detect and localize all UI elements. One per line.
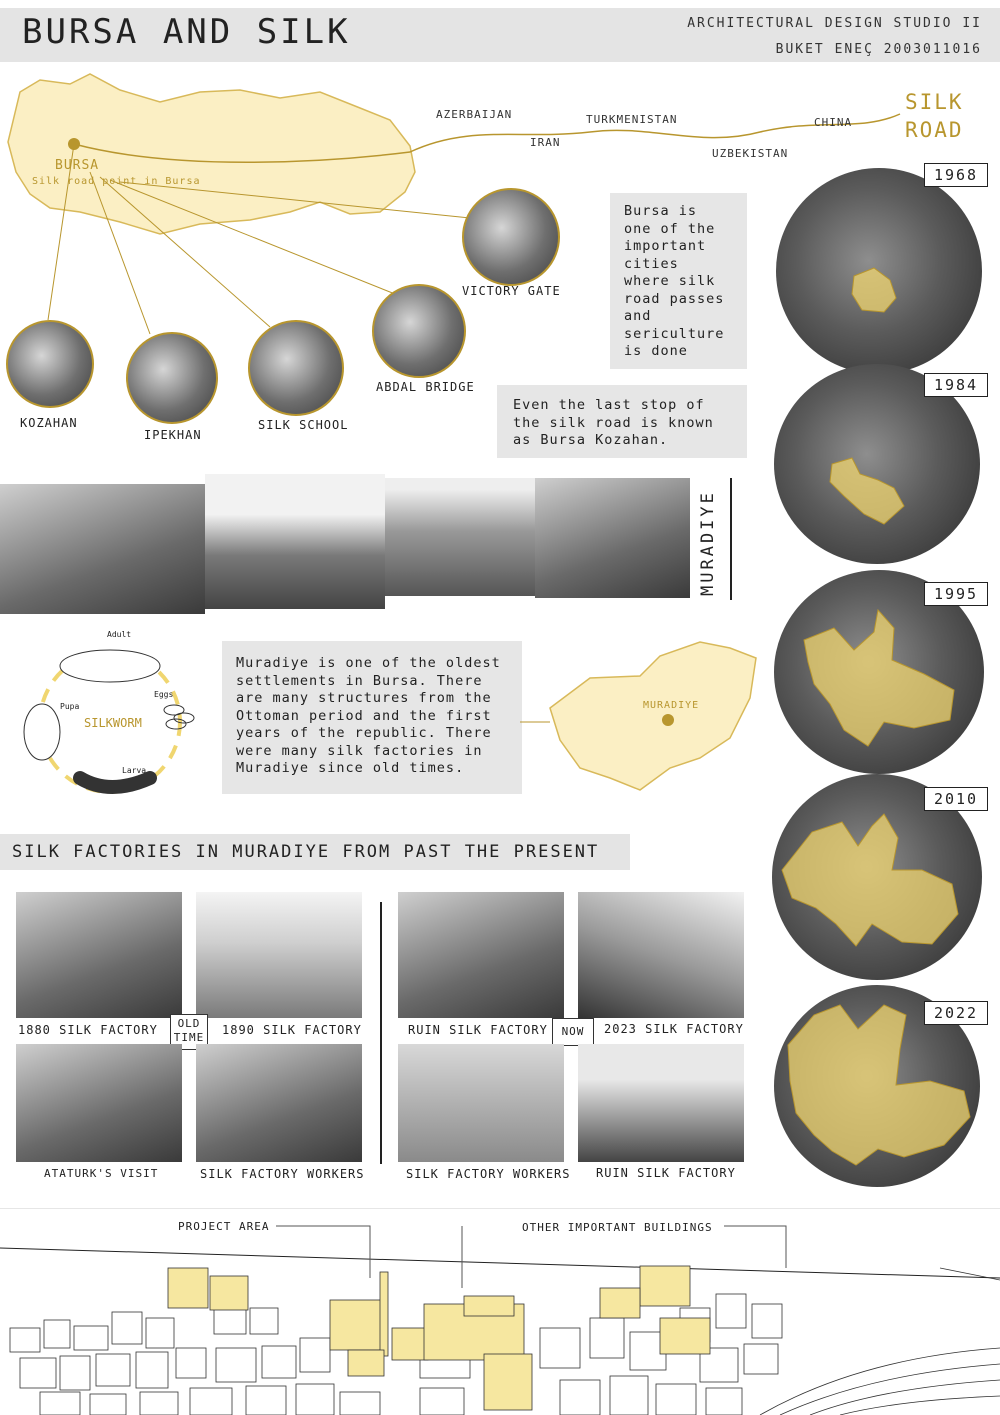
bursa-label: BURSA (55, 158, 100, 173)
urban-3d-model (0, 1208, 1000, 1415)
pupa-illustration (24, 704, 60, 760)
muradiye-vertical-label: MURADIYE (698, 490, 718, 596)
muradiye-map-label: MURADIYE (643, 700, 700, 711)
landmark-caption: SILK SCHOOL (258, 418, 349, 432)
landmark-caption: IPEKHAN (144, 428, 202, 442)
factory-caption: 1890 SILK FACTORY (222, 1023, 362, 1037)
aerial-1968 (776, 168, 982, 374)
abdal-bridge-photo (372, 284, 466, 378)
ruin-factory-photo-2 (578, 1044, 744, 1162)
urban-area-1968 (852, 268, 896, 312)
muradiye-description: Muradiye is one of the oldest settlements in Bursa. There are many structures from the Ottoman period and the first years of the republic. There were many silk factories in Muradiye since old times. (222, 641, 522, 794)
urban-area-2010 (782, 814, 958, 946)
bursa-district-shape (550, 642, 756, 790)
factory-caption: 2023 SILK FACTORY (604, 1022, 744, 1036)
now-badge: NOW (552, 1018, 594, 1046)
kozahan-info-box: Even the last stop of the silk road is known as Bursa Kozahan. (497, 385, 747, 458)
factory-1880-photo (16, 892, 182, 1018)
stage-label: Pupa (60, 702, 80, 711)
factories-section-title: SILK FACTORIES IN MURADIYE FROM PAST THE PRESENT (0, 834, 630, 870)
kozahan-photo (6, 320, 94, 408)
victory-gate-photo (462, 188, 560, 286)
landmark-caption: KOZAHAN (20, 416, 78, 430)
urban-area-2022 (788, 1005, 970, 1165)
bursa-info-box: Bursa is one of the important cities where silk road passes and sericulture is done (610, 193, 747, 369)
stage-label: Eggs (154, 690, 174, 699)
ataturk-visit-photo (16, 1044, 182, 1162)
year-label: 1968 (924, 163, 988, 187)
ruin-factory-photo (398, 892, 564, 1018)
country-label: TURKMENISTAN (586, 113, 678, 126)
author-name: BUKET ENEÇ 2003011016 (775, 42, 982, 57)
country-label: IRAN (530, 136, 561, 149)
muradiye-photo-houses (0, 484, 205, 614)
year-label: 2022 (924, 1001, 988, 1025)
urban-area-1984 (830, 458, 904, 524)
factory-caption: ATATURK'S VISIT (44, 1167, 159, 1180)
country-label: UZBEKISTAN (712, 147, 789, 160)
silk-road-title (905, 88, 964, 144)
factory-caption: SILK FACTORY WORKERS (200, 1167, 365, 1181)
bursa-caption: Silk road point in Bursa (32, 176, 201, 187)
muradiye-photo-mosque (385, 478, 535, 596)
silk-road-title-line1: SILK (905, 90, 964, 114)
old-time-badge: OLD TIME (170, 1014, 208, 1050)
country-label: CHINA (814, 116, 853, 129)
era-divider (380, 902, 382, 1164)
factory-1890-photo (196, 892, 362, 1018)
muradiye-marker (662, 714, 674, 726)
stage-label: Adult (107, 630, 132, 639)
factory-caption: SILK FACTORY WORKERS (406, 1167, 571, 1181)
year-label: 1995 (924, 582, 988, 606)
project-area-label: PROJECT AREA (178, 1220, 270, 1233)
silkworm-center-label: SILKWORM (84, 716, 142, 730)
old-workers-photo (196, 1044, 362, 1162)
muradiye-photo-street (535, 478, 690, 598)
landmark-caption: ABDAL BRIDGE (376, 380, 475, 394)
ipekhan-photo (126, 332, 218, 424)
page-title: BURSA AND SILK (22, 12, 351, 52)
muradiye-map (520, 628, 770, 808)
year-label: 2010 (924, 787, 988, 811)
larva-illustration (80, 778, 150, 787)
factory-caption: 1880 SILK FACTORY (18, 1023, 158, 1037)
turkey-map-shape (8, 74, 415, 234)
studio-name: ARCHITECTURAL DESIGN STUDIO II (687, 16, 982, 31)
urban-area-1995 (804, 610, 954, 746)
factory-caption: RUIN SILK FACTORY (408, 1023, 548, 1037)
stage-label: Larva (122, 766, 147, 775)
silk-road-title-line2: ROAD (905, 118, 964, 142)
year-label: 1984 (924, 373, 988, 397)
other-buildings-label: OTHER IMPORTANT BUILDINGS (522, 1221, 713, 1234)
adult-moth-illustration (60, 650, 160, 682)
muradiye-photo-trees (205, 474, 385, 609)
factory-2023-photo (578, 892, 744, 1018)
now-workers-photo (398, 1044, 564, 1162)
factory-caption: RUIN SILK FACTORY (596, 1166, 736, 1180)
landmark-caption: VICTORY GATE (462, 284, 561, 298)
silk-school-photo (248, 320, 344, 416)
country-label: AZERBAIJAN (436, 108, 513, 121)
